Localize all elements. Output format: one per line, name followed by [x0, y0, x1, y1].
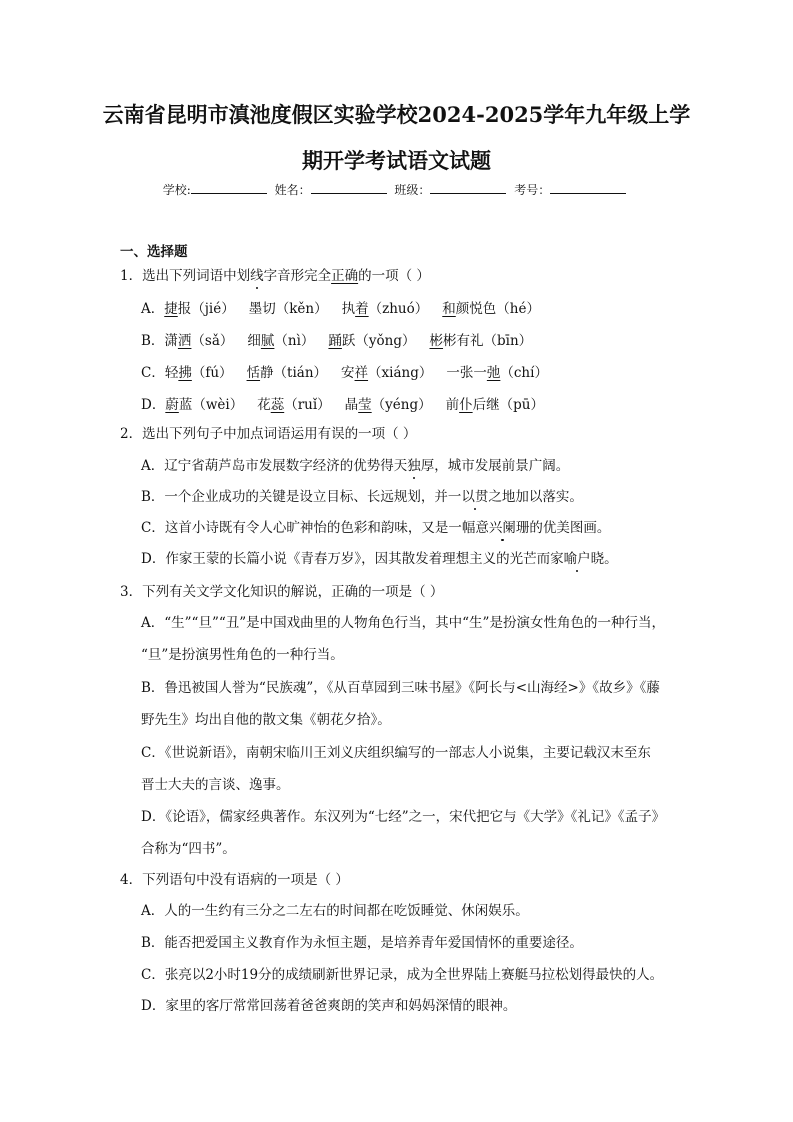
q1-option-a[interactable]: A．捷报（jié） 墨切（kěn） 执着（zhuó） 和颜悦色（hé） [141, 301, 540, 317]
class-label: 班级： [394, 183, 431, 197]
exam-title-line2: 期开学考试语文试题 [302, 148, 491, 173]
q1-stem-text-2: 音形完全 [277, 268, 332, 284]
q2-stem: 2．选出下列句子中加点词语运用有误的一项（ ） [120, 426, 417, 442]
q4-stem: 4．下列语句中没有语病的一项是（ ） [120, 872, 349, 888]
q3-stem: 3．下列有关文学文化知识的解说，正确的一项是（ ） [120, 584, 444, 600]
q3-option-d-cont: 合称为“四书”。 [141, 841, 236, 857]
q1-option-d[interactable]: D．蔚蓝（wèi） 花蕊（ruǐ） 晶莹（yéng） 前仆后继（pū） [141, 397, 544, 413]
q4-option-c[interactable]: C．张亮以2小时19分的成绩刷新世界记录，成为全世界陆上赛艇马拉松划得最快的人。 [141, 967, 664, 983]
exam-no-blank[interactable] [550, 181, 626, 194]
school-blank[interactable] [191, 181, 267, 194]
q1-option-b[interactable]: B．潇洒（sǎ） 细腻（nì） 踊跃（yǒng） 彬彬有礼（bīn） [141, 333, 533, 349]
q1-stem-text-3: 的一项（ ） [358, 268, 430, 284]
section-heading: 一、选择题 [120, 244, 188, 260]
name-blank[interactable] [311, 181, 387, 194]
dotted-phrase: 一以贯之 [447, 489, 502, 505]
dotted-phrase: 家喻户晓 [550, 551, 605, 567]
q4-option-a[interactable]: A．人的一生约有三分之二左右的时间都在吃饭睡觉、休闲娱乐。 [141, 903, 529, 919]
q3-option-d[interactable]: D．《论语》，儒家经典著作。东汉列为“七经”之一，宋代把它与《大学》《礼记》《孟子》 [141, 809, 666, 825]
q2-option-d[interactable]: D．作家王蒙的长篇小说《青春万岁》，因其散发着理想主义的光芒而家喻户晓。 [141, 551, 618, 567]
q1-option-c[interactable]: C．轻拂（fú） 恬静（tián） 安祥（xiáng） 一张一弛（chí） [141, 365, 548, 381]
q3-option-c[interactable]: C．《世说新语》，南朝宋临川王刘义庆组织编写的一部志人小说集，主要记载汉末至东 [141, 745, 651, 761]
q3-option-b-cont: 野先生》均出自他的散文集《朝花夕拾》。 [141, 712, 391, 728]
q3-option-a-cont: “旦”是扮演男性角色的一种行当。 [141, 647, 344, 663]
dotted-phrase: 意兴阑珊 [475, 520, 530, 536]
q3-option-a[interactable]: A．“生”“旦”“丑”是中国戏曲里的人物角色行当，其中“生”是扮演女性角色的一种行当， [141, 615, 665, 631]
class-blank[interactable] [430, 181, 506, 194]
q1-stem [120, 267, 430, 285]
q1-dotted-text: 划线字 [236, 268, 278, 284]
q3-option-b[interactable]: B．鲁迅被国人誉为“民族魂”，《从百草园到三味书屋》《阿长与<山海经>》《故乡》《藤 [141, 680, 660, 696]
school-label: 学校: [162, 183, 191, 197]
q4-option-b[interactable]: B．能否把爱国主义教育作为永恒主题，是培养青年爱国情怀的重要途径。 [141, 935, 583, 951]
student-info-row [0, 181, 793, 199]
q2-option-a[interactable]: A．辽宁省葫芦岛市发展数字经济的优势得天独厚，城市发展前景广阔。 [141, 458, 570, 474]
exam-no-label: 考号： [514, 183, 551, 197]
dotted-phrase: 天独厚 [393, 458, 435, 474]
q1-underlined-text: 正确 [331, 268, 359, 284]
exam-title-line1: 云南省昆明市滇池度假区实验学校2024-2025学年九年级上学 [102, 102, 691, 127]
q2-option-b[interactable]: B．一个企业成功的关键是设立目标、长远规划，并一以贯之地加以落实。 [141, 489, 583, 505]
name-label: 姓名： [274, 183, 311, 197]
q4-option-d[interactable]: D．家里的客厅常常回荡着爸爸爽朗的笑声和妈妈深情的眼神。 [141, 998, 517, 1014]
q2-option-c[interactable]: C．这首小诗既有令人心旷神怡的色彩和韵味，又是一幅意兴阑珊的优美图画。 [141, 520, 611, 536]
q1-stem-text: 1．选出下列词语中 [120, 268, 237, 284]
q3-option-c-cont: 晋士大夫的言谈、逸事。 [141, 777, 290, 793]
